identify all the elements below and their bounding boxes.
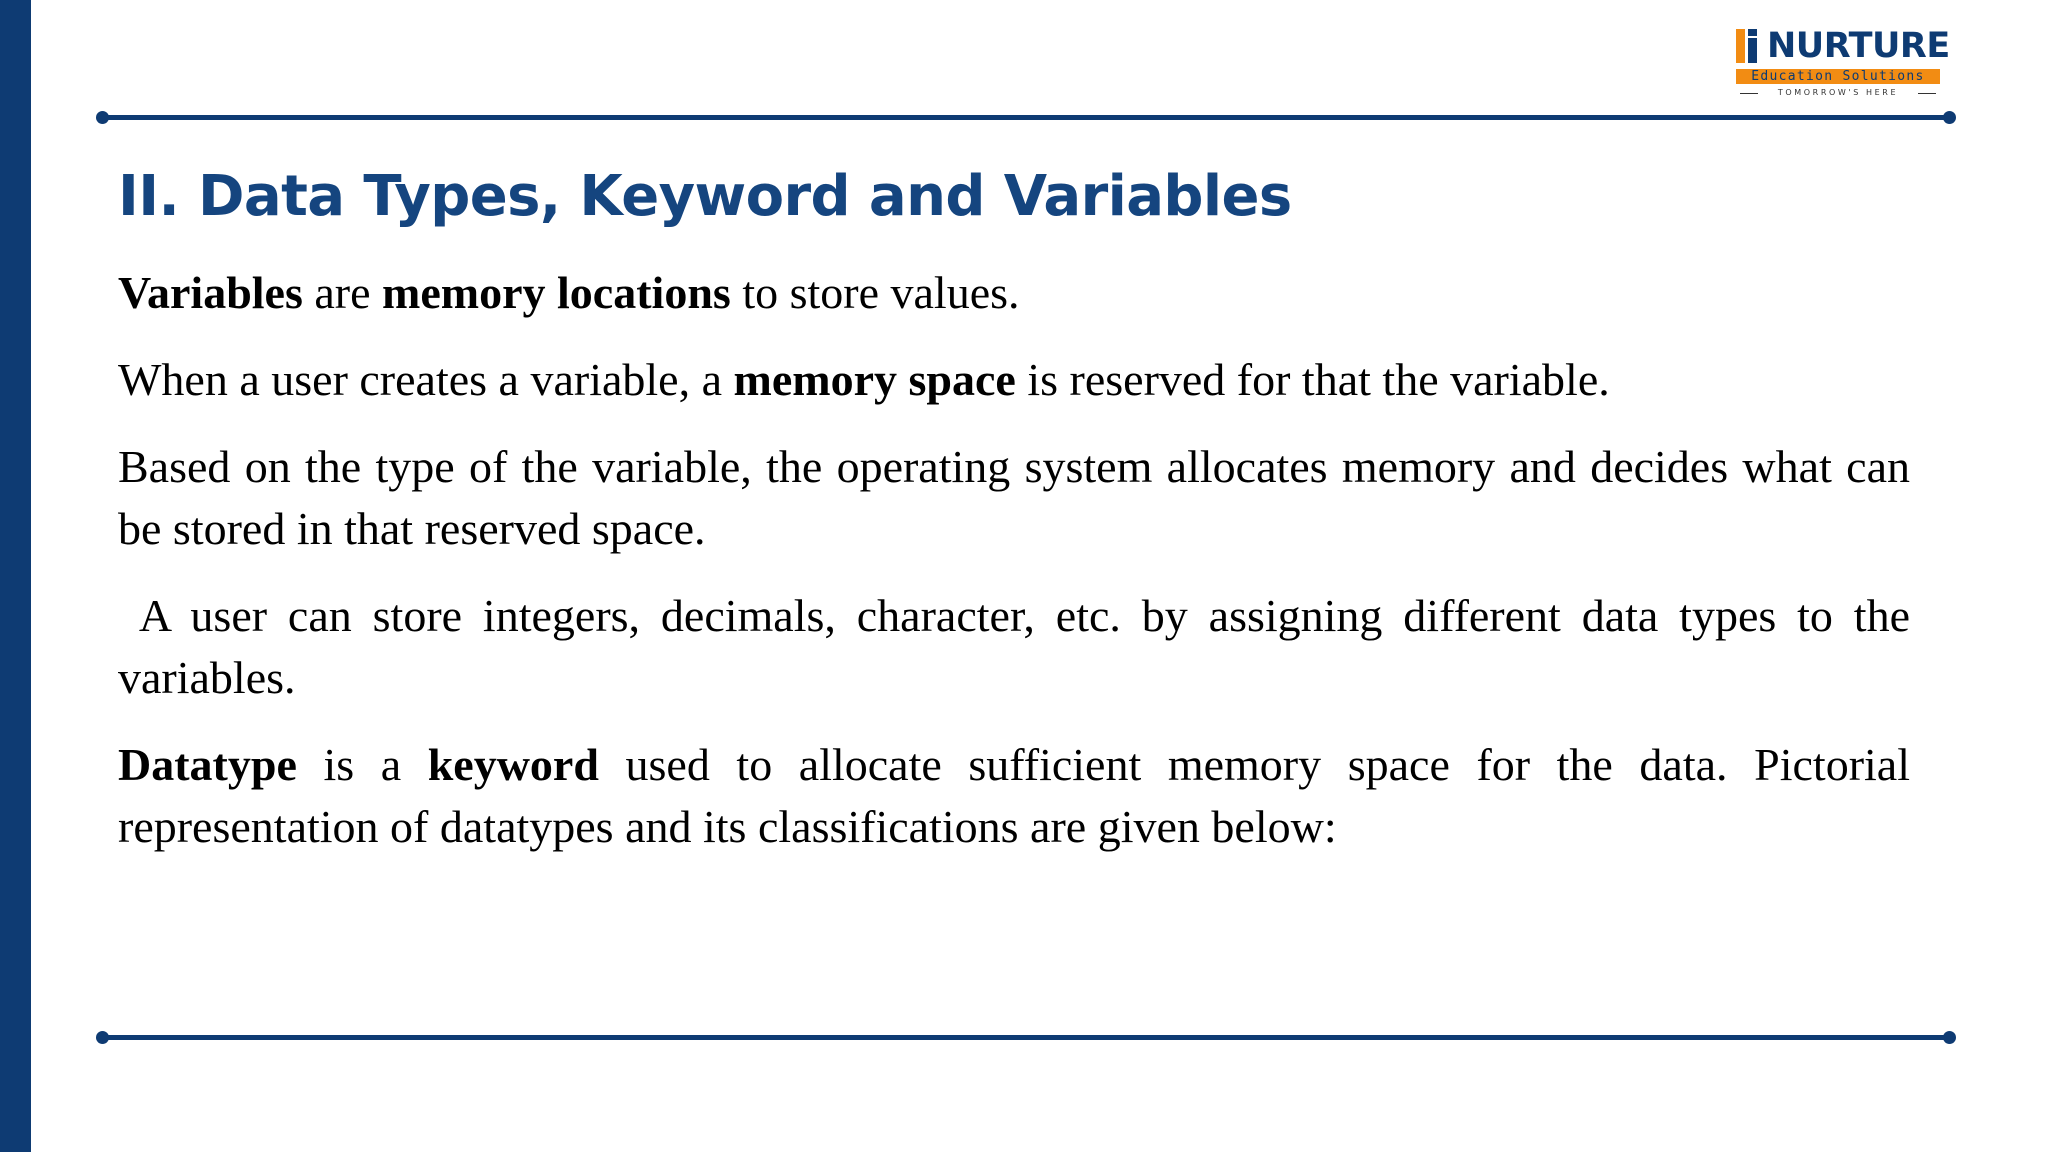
bold-term: Variables	[118, 267, 303, 318]
text-run: When a user creates a variable, a	[118, 354, 734, 405]
divider-end-dot	[96, 1031, 109, 1044]
bold-term: Datatype	[118, 739, 297, 790]
text-run: Based on the type of the variable, the operating system allocates memory and decides what can be stored in that reserved space.	[118, 441, 1910, 554]
bold-term: memory space	[733, 354, 1016, 405]
paragraph-data-types-usage	[118, 585, 1922, 709]
text-run: are	[302, 267, 383, 318]
text-run: to store values.	[730, 267, 1020, 318]
logo-tagline: TOMORROW'S HERE	[1736, 87, 1940, 99]
logo-brand-name: NURTURE	[1767, 26, 1950, 66]
bold-term: memory locations	[382, 267, 731, 318]
logo-subtitle: Education Solutions	[1736, 69, 1940, 84]
divider-end-dot	[96, 111, 109, 124]
paragraph-memory-space	[118, 349, 1910, 411]
bottom-divider	[102, 1035, 1950, 1040]
nurture-logo	[1736, 26, 1950, 102]
divider-end-dot	[1943, 1031, 1956, 1044]
bold-term: keyword	[427, 739, 599, 790]
paragraph-memory-allocation	[118, 436, 1910, 560]
slide-title: II. Data Types, Keyword and Variables	[118, 164, 1292, 229]
slide-body	[118, 262, 1922, 883]
divider-end-dot	[1943, 111, 1956, 124]
text-run: is reserved for that the variable.	[1015, 354, 1610, 405]
paragraph-datatype-keyword	[118, 734, 1910, 858]
top-divider	[102, 115, 1950, 120]
text-run: used to allocate sufficient memory space for the data. Pictorial representation of datatypes and its classifications are given below:	[118, 739, 1910, 852]
left-accent-bar	[0, 0, 31, 1152]
text-run: is a	[296, 739, 428, 790]
text-run: A user can store integers, decimals, character, etc. by assigning different data types to the variables.	[118, 590, 1922, 703]
logo-mark-icon	[1736, 29, 1766, 63]
paragraph-variables-definition	[118, 262, 1910, 324]
